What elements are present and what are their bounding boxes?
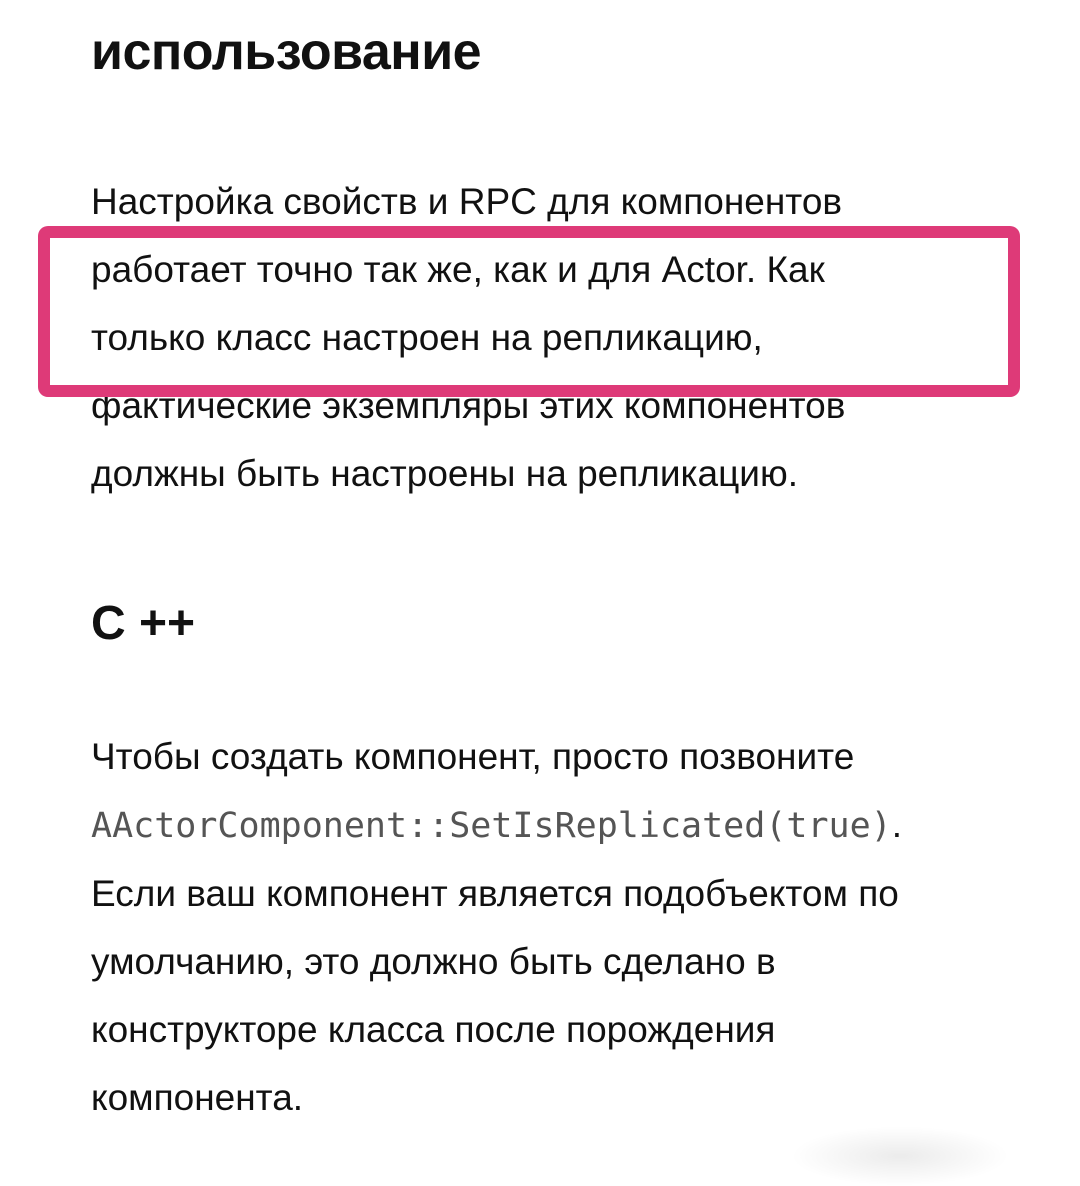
paragraph-line-highlighted: работает точно так же, как и для Actor. Как (91, 249, 825, 290)
code-suffix: . (891, 804, 903, 845)
floating-button-shadow (790, 1126, 1010, 1186)
paragraph-line: конструкторе класса после порождения (91, 1009, 776, 1050)
paragraph-properties-rpc (91, 168, 845, 508)
paragraph-line-highlighted: только класс настроен на репликацию, (91, 317, 763, 358)
paragraph-cpp-usage (91, 723, 902, 1132)
paragraph-line: компонента. (91, 1077, 304, 1118)
section-heading-cpp: C ++ (91, 597, 196, 650)
paragraph-line: Настройка свойств и RPC для компонентов (91, 181, 843, 222)
paragraph-line: фактические экземпляры этих компонентов (91, 385, 846, 426)
paragraph-line: Если ваш компонент является подобъектом по (91, 873, 899, 914)
paragraph-line: умолчанию, это должно быть сделано в (91, 941, 776, 982)
paragraph-code-line (91, 791, 902, 860)
section-heading-usage: использование (91, 23, 482, 81)
inline-code: AActorComponent::SetIsReplicated(true) (91, 806, 892, 846)
paragraph-line: должны быть настроены на репликацию. (91, 453, 798, 494)
paragraph-line: Чтобы создать компонент, просто позвоните (91, 736, 855, 777)
